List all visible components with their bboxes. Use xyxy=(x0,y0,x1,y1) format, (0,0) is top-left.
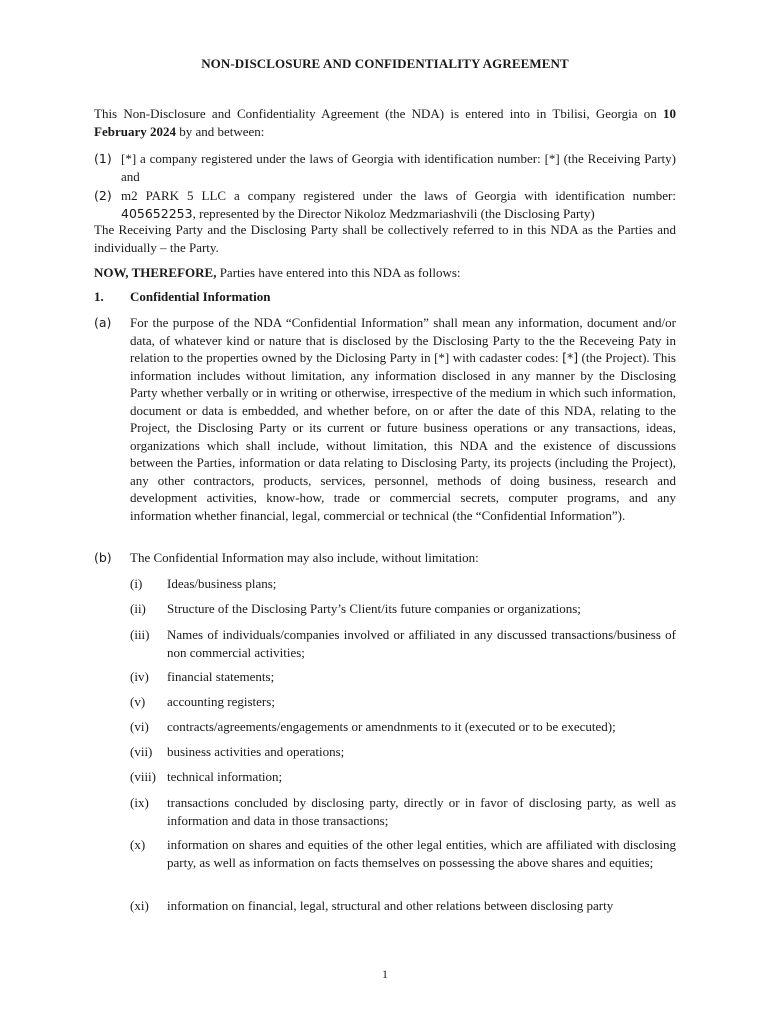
list-item-number: (xi) xyxy=(130,898,149,913)
list-item-text: Ideas/business plans; xyxy=(167,576,277,591)
list-item-text: transactions concluded by disclosing party, directly or in favor of disclosing party, as well as information and data in those transactions; xyxy=(167,795,676,828)
list-item-text: accounting registers; xyxy=(167,694,275,709)
list-item xyxy=(130,718,676,736)
list-item xyxy=(130,693,676,711)
clause-a-number: (a) xyxy=(94,315,112,330)
clause-b-number: (b) xyxy=(94,550,112,565)
list-item xyxy=(130,768,676,786)
list-item xyxy=(130,836,676,871)
clause-a xyxy=(94,314,676,524)
list-item-number: (iv) xyxy=(130,669,149,684)
list-item-number: (vii) xyxy=(130,744,153,759)
party-item xyxy=(94,150,676,185)
therefore-text: Parties have entered into this NDA as follows: xyxy=(216,265,461,280)
list-item xyxy=(130,743,676,761)
intro-paragraph xyxy=(94,105,676,140)
list-item-text: technical information; xyxy=(167,769,283,784)
list-item xyxy=(130,668,676,686)
party-item xyxy=(94,187,676,222)
list-item-number: (i) xyxy=(130,576,143,591)
party-text: m2 PARK 5 LLC a company registered under the laws of Georgia with identification number: xyxy=(121,188,676,203)
clause-a-codes: [*] xyxy=(562,350,579,365)
intro-tail: by and between: xyxy=(175,123,265,139)
clause-a-text1: For the purpose of the NDA “Confidential Information” shall mean any information, document and/or data, of whatever kind or nature that is disclosed by the Disclosing Party to the the Receveing Paty in relation to the properties owned by the Diclosing Party in [*] with cadaster codes: xyxy=(130,315,676,365)
list-item-number: (v) xyxy=(130,694,146,709)
party-number: (1) xyxy=(94,151,112,166)
list-item-number: (ix) xyxy=(130,795,149,810)
list-item-text: contracts/agreements/engagements or amendnments to it (executed or to be executed); xyxy=(167,719,616,734)
list-item xyxy=(130,600,676,618)
therefore-paragraph xyxy=(94,264,676,282)
intro-text: This Non-Disclosure and Confidentiality Agreement (the NDA) is entered into in Tbilisi, Georgia on xyxy=(94,106,663,121)
party-tail: , represented by the Director Nikoloz Medzmariashvili (the Disclosing Party) xyxy=(192,205,595,221)
list-item xyxy=(130,897,676,915)
list-item-number: (iii) xyxy=(130,627,150,642)
list-item-number: (vi) xyxy=(130,719,149,734)
list-item-number: (x) xyxy=(130,837,146,852)
parties-list xyxy=(94,150,676,224)
list-item-number: (viii) xyxy=(130,769,156,784)
intro-date: 10 February 2024 xyxy=(94,106,676,139)
clause-b-text: The Confidential Information may also include, without limitation: xyxy=(130,550,479,565)
section-number: 1. xyxy=(94,289,104,304)
party-id-number: 405652253 xyxy=(121,205,193,221)
document-title: NON-DISCLOSURE AND CONFIDENTIALITY AGREEMENT xyxy=(201,56,569,71)
list-item-text: Structure of the Disclosing Party’s Client/its future companies or organizations; xyxy=(167,601,581,616)
list-item xyxy=(130,575,676,593)
clause-b xyxy=(94,549,676,567)
clause-a-text2: (the Project). This information includes without limitation, any information disclosed in any manner by the Disclosing Party whether verbally or in writing or otherwise, irrespective of the medium in which such information, document or data is embedded, and whether before, on or after the date of this NDA, relating to the Project, the Disclosing Party or its current or future business operations or any transactions, ideas, organizations which shall include, without limitation, this NDA and the existence of discussions between the Parties, information or data relating to Disclosing Party, its projects (including the Project), any other contractors, products, services, personnel, methods of doing business, research and development activities, know-how, trade or commercial secrets, computer programs, and any information whether financial, legal, commercial or technical (the “Confidential Information”). xyxy=(130,350,676,523)
page-number: 1 xyxy=(382,967,388,981)
party-text: [*] a company registered under the laws of Georgia with identification number: [*] (the Receiving Party) and xyxy=(121,151,676,184)
list-item-text: information on shares and equities of the other legal entities, which are affiliated with disclosing party, as well as information on facts themselves on possessing the above shares and equities; xyxy=(167,837,676,870)
party-number: (2) xyxy=(94,188,112,203)
section-heading xyxy=(94,288,676,306)
list-item xyxy=(130,794,676,829)
section-title: Confidential Information xyxy=(130,289,271,304)
list-item-text: Names of individuals/companies involved or affiliated in any discussed transactions/business of non commercial activities; xyxy=(167,627,676,660)
therefore-bold: NOW, THEREFORE, xyxy=(94,265,217,280)
list-item-number: (ii) xyxy=(130,601,146,616)
list-item-text: business activities and operations; xyxy=(167,744,345,759)
list-item xyxy=(130,626,676,661)
list-item-text: information on financial, legal, structural and other relations between disclosing party xyxy=(167,898,614,913)
collective-paragraph: The Receiving Party and the Disclosing Party shall be collectively referred to in this NDA as the Parties and individually – the Party. xyxy=(94,222,676,255)
list-item-text: financial statements; xyxy=(167,669,275,684)
